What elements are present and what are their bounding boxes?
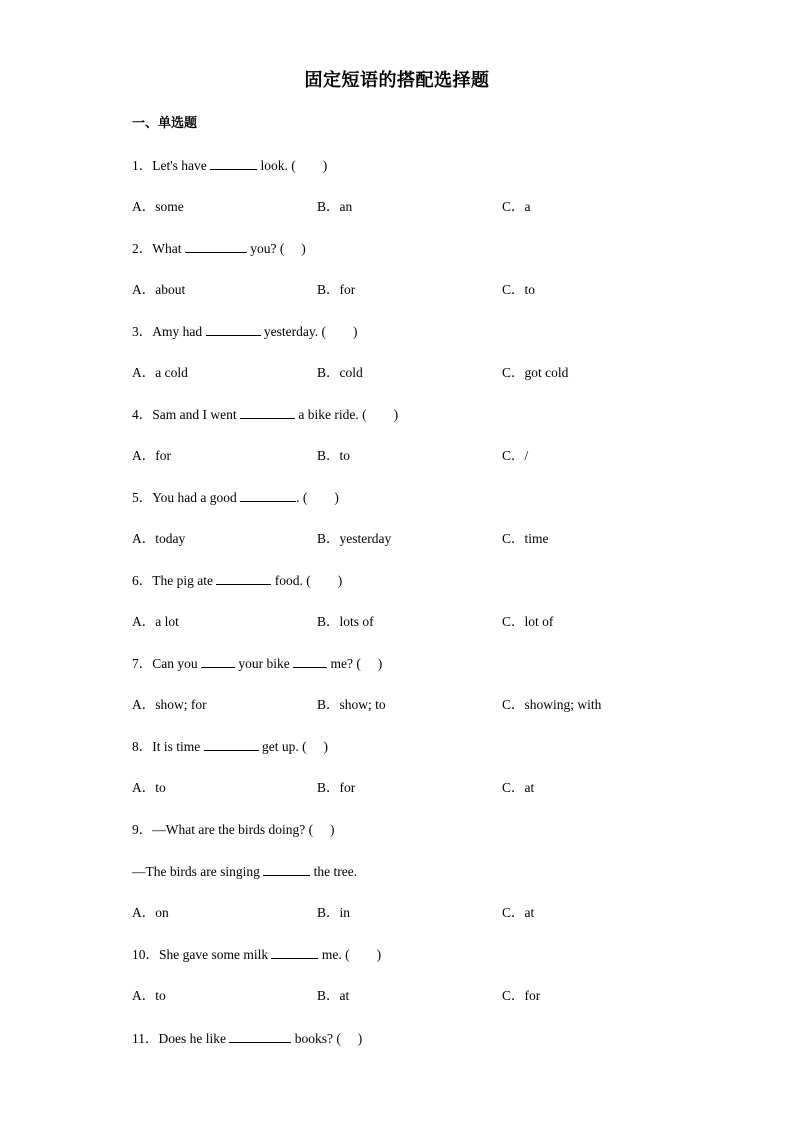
option-c: C．time <box>502 531 549 546</box>
question-stem <box>132 571 342 590</box>
page-title: 固定短语的搭配选择题 <box>304 70 490 91</box>
question-number: 5． <box>132 490 153 505</box>
answer-blank <box>240 405 295 419</box>
question-stem <box>132 654 382 673</box>
option-b: B．for <box>317 282 356 297</box>
question-stem <box>132 488 339 507</box>
option-row <box>132 779 692 797</box>
question-text: You had a good <box>152 490 241 505</box>
question-number: 7． <box>132 656 153 671</box>
answer-blank <box>271 945 318 959</box>
question-text: yesterday. ( ) <box>260 324 358 339</box>
option-b: B．at <box>317 988 350 1003</box>
question-number: 9． <box>132 822 153 837</box>
option-a: A．about <box>132 282 186 297</box>
question-stem <box>132 945 381 964</box>
option-a: A．a lot <box>132 614 179 629</box>
question-text: What <box>152 241 185 256</box>
option-row <box>132 364 692 382</box>
option-c: C．to <box>502 282 536 297</box>
answer-blank <box>206 322 261 336</box>
answer-blank <box>263 862 310 876</box>
question-stem <box>132 737 328 756</box>
question-text: books? ( ) <box>291 1031 363 1046</box>
section-heading: 一、单选题 <box>132 116 198 131</box>
question-number: 2． <box>132 241 153 256</box>
option-b: B．show; to <box>317 697 386 712</box>
question-stem <box>132 239 306 258</box>
option-b: B．cold <box>317 365 363 380</box>
option-c: C．got cold <box>502 365 569 380</box>
option-c: C．showing; with <box>502 697 602 712</box>
option-a: A．on <box>132 905 169 920</box>
question-number: 8． <box>132 739 153 754</box>
answer-blank <box>216 571 271 585</box>
option-b: B．an <box>317 199 353 214</box>
question-text: —What are the birds doing? ( ) <box>152 822 335 837</box>
question-stem <box>132 156 327 175</box>
option-c: C．at <box>502 780 535 795</box>
question-text: get up. ( ) <box>258 739 328 754</box>
question-text: It is time <box>152 739 204 754</box>
question-number: 11． <box>132 1031 159 1046</box>
option-b: B．lots of <box>317 614 374 629</box>
question-text: She gave some milk <box>159 947 272 962</box>
question-text: Let's have <box>152 158 211 173</box>
question-stem <box>132 405 398 424</box>
question-number: 1． <box>132 158 153 173</box>
question-stem <box>132 322 357 341</box>
question-text: you? ( ) <box>246 241 306 256</box>
option-c: C．lot of <box>502 614 554 629</box>
option-row <box>132 613 692 631</box>
option-row <box>132 530 692 548</box>
answer-blank <box>204 737 259 751</box>
question-text: —The birds are singing <box>132 864 264 879</box>
answer-blank <box>210 156 257 170</box>
question-text: The pig ate <box>152 573 217 588</box>
question-text: . ( ) <box>296 490 339 505</box>
option-a: A．to <box>132 988 166 1003</box>
option-a: A．show; for <box>132 697 207 712</box>
option-row <box>132 987 692 1005</box>
question-answer-line <box>132 862 357 881</box>
question-text: Does he like <box>158 1031 230 1046</box>
answer-blank <box>185 239 247 253</box>
question-number: 10． <box>132 947 159 962</box>
question-text: a bike ride. ( ) <box>294 407 399 422</box>
question-text: me. ( ) <box>318 947 382 962</box>
question-text: look. ( ) <box>257 158 328 173</box>
question-text: Can you <box>152 656 201 671</box>
option-row <box>132 447 692 465</box>
question-number: 3． <box>132 324 153 339</box>
option-a: A．for <box>132 448 171 463</box>
answer-blank <box>229 1029 291 1043</box>
question-text: your bike <box>235 656 294 671</box>
option-b: B．to <box>317 448 351 463</box>
option-a: A．some <box>132 199 184 214</box>
option-c: C．a <box>502 199 531 214</box>
option-a: A．today <box>132 531 186 546</box>
question-text: me? ( ) <box>327 656 383 671</box>
option-c: C．for <box>502 988 541 1003</box>
option-a: A．to <box>132 780 166 795</box>
option-row <box>132 198 692 216</box>
question-text: food. ( ) <box>271 573 343 588</box>
question-stem <box>132 1029 362 1048</box>
option-row <box>132 696 692 714</box>
option-b: B．yesterday <box>317 531 392 546</box>
option-c: C．/ <box>502 448 529 463</box>
option-row <box>132 904 692 922</box>
option-c: C．at <box>502 905 535 920</box>
question-text: Sam and I went <box>152 407 240 422</box>
question-number: 6． <box>132 573 153 588</box>
question-text: Amy had <box>152 324 206 339</box>
question-stem <box>132 821 334 839</box>
answer-blank <box>240 488 296 502</box>
question-text: the tree. <box>310 864 358 879</box>
answer-blank <box>201 654 235 668</box>
answer-blank <box>293 654 327 668</box>
option-row <box>132 281 692 299</box>
question-number: 4． <box>132 407 153 422</box>
option-b: B．in <box>317 905 351 920</box>
option-a: A．a cold <box>132 365 188 380</box>
option-b: B．for <box>317 780 356 795</box>
